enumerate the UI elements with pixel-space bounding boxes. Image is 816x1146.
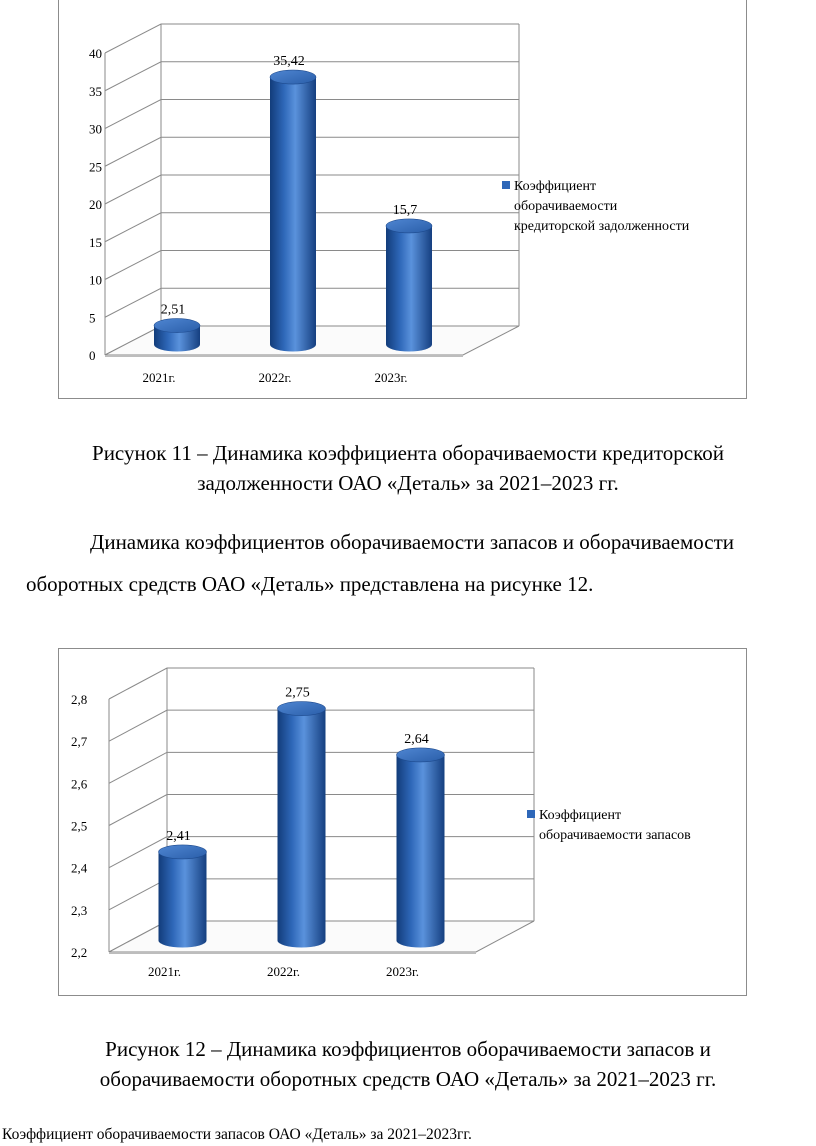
x-tick-label: 2022г. [258,370,292,385]
legend-label: оборачиваемости [514,199,618,214]
y-tick-label: 2,8 [71,692,88,707]
legend [502,179,690,234]
x-tick-label: 2021г. [147,964,182,979]
x-tick-label: 2023г. [374,370,408,385]
y-tick-label: 2,5 [71,818,88,834]
legend-swatch [502,181,510,189]
chart-1 [59,0,746,398]
bar-top [159,845,207,859]
bar-body [270,77,316,351]
y-tick-label: 25 [89,159,102,175]
data-label: 2,64 [404,731,429,747]
figure-12-caption-line-2: оборачиваемости оборотных средств ОАО «Деталь» за 2021–2023 гг. [99,1067,717,1091]
bar [154,319,200,352]
footer-text: Коэффициент оборачиваемости запасов ОАО «Деталь» за 2021–2023гг. [2,1126,472,1143]
y-tick-label: 2,3 [71,902,88,918]
bar-top [386,219,432,233]
figure-12-caption [0,1034,816,1094]
paragraph-line-1: Динамика коэффициентов оборачиваемости запасов и оборачиваемости [90,530,735,554]
figure-11-caption-line-1: Рисунок 11 – Динамика коэффициента оборачиваемости кредиторской [92,441,724,465]
y-tick-label: 40 [89,46,102,61]
bar-top [154,319,200,333]
chart-2 [59,649,746,995]
legend-label: оборачиваемости запасов [539,828,691,843]
x-tick-label: 2022г. [266,964,301,979]
gridline [109,668,534,699]
legend-swatch [527,810,535,818]
bar [278,702,326,948]
y-tick-label: 2,7 [71,734,88,750]
y-tick-label: 15 [89,234,102,250]
bar-top [278,702,326,716]
bar-top [270,70,316,84]
data-label: 35,42 [273,54,305,70]
bar [270,70,316,351]
gridline [105,24,519,53]
figure-11-caption [0,438,816,498]
chart-2-frame [58,648,747,996]
bar-body [386,226,432,352]
bar [159,845,207,948]
data-label: 2,75 [285,685,310,701]
y-tick-label: 2,6 [71,776,88,792]
data-label: 2,51 [160,302,186,318]
bar-top [397,748,445,762]
data-label: 15,7 [392,202,418,218]
data-label: 2,41 [166,828,191,844]
y-tick-label: 30 [89,121,102,137]
figure-12-caption-line-1: Рисунок 12 – Динамика коэффициентов оборачиваемости запасов и [105,1037,711,1061]
y-tick-label: 0 [89,348,96,363]
bar [386,219,432,352]
bar-body [397,755,445,948]
legend-label: кредиторской задолженности [514,219,690,234]
x-tick-label: 2023г. [385,964,420,979]
bar-body [159,852,207,948]
chart-1-frame [58,0,747,399]
legend-label: Коэффициент [539,808,622,823]
legend-label: Коэффициент [514,179,597,194]
y-tick-label: 2,2 [71,945,88,960]
y-tick-label: 2,4 [71,860,88,876]
bar [397,748,445,948]
figure-11-caption-line-2: задолженности ОАО «Деталь» за 2021–2023 гг. [197,471,619,495]
y-tick-label: 20 [89,197,102,212]
x-tick-label: 2021г. [142,370,176,385]
paragraph-line-2: оборотных средств ОАО «Деталь» представлена на рисунке 12. [26,572,594,596]
legend [527,808,691,843]
bar-body [278,709,326,948]
y-tick-label: 5 [89,310,96,326]
y-tick-label: 35 [89,83,102,99]
y-tick-label: 10 [89,272,102,288]
